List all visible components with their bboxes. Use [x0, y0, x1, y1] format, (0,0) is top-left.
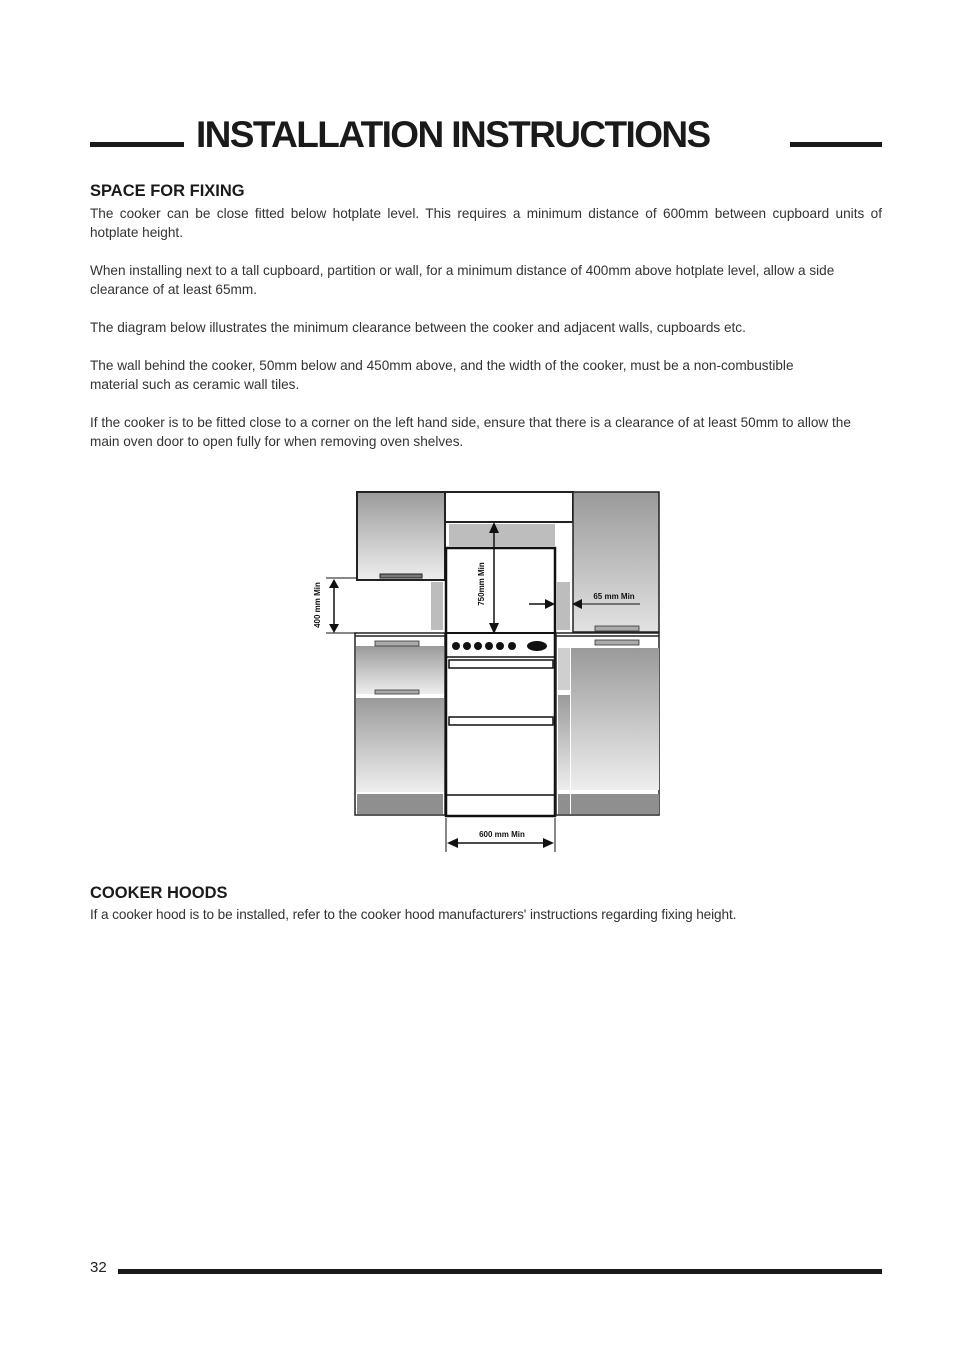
clearance-diagram [300, 480, 680, 860]
title-rule-left [90, 142, 184, 147]
left-base-unit [355, 633, 445, 815]
paragraph: If a cooker hood is to be installed, refer to the cooker hood manufacturers' instructions regarding fixing height. [90, 907, 737, 922]
left-wall-cupboard [357, 492, 445, 580]
right-tall-unit [556, 492, 659, 815]
label-750mm-min: 750mm Min [477, 562, 486, 606]
dimension-400mm [326, 578, 357, 633]
cooker [446, 548, 555, 816]
paragraph: The wall behind the cooker, 50mm below and 450mm above, and the width of the cooker, must be a non-combustible material such as ceramic wall tiles. [90, 358, 794, 392]
paragraph: If the cooker is to be fitted close to a corner on the left hand side, ensure that there is a clearance of at least 50mm to allow the main oven door to open fully for when removing oven shelves. [90, 415, 851, 449]
section-heading-space-for-fixing: SPACE FOR FIXING [90, 182, 245, 200]
label-65mm-min: 65 mm Min [593, 592, 635, 601]
label-600mm-min: 600 mm Min [479, 830, 525, 839]
left-tall-panel [431, 582, 443, 630]
paragraph: When installing next to a tall cupboard, partition or wall, for a minimum distance of 400mm above hotplate level, allow a side clearance of at least 65mm. [90, 263, 835, 297]
title-row [90, 112, 882, 160]
section-heading-cooker-hoods: COOKER HOODS [90, 884, 228, 902]
paragraph: The cooker can be close fitted below hotplate level. This requires a minimum distance of 600mm between cupboard units of hotplate height. [90, 206, 882, 240]
paragraph: The diagram below illustrates the minimum clearance between the cooker and adjacent walls, cupboards etc. [90, 320, 746, 335]
top-cupboard [445, 492, 573, 546]
page-number: 32 [90, 1259, 107, 1276]
footer-rule [118, 1269, 882, 1274]
title-rule-right [790, 142, 882, 147]
page-title: INSTALLATION INSTRUCTIONS [196, 114, 710, 155]
label-400mm-min: 400 mm Min [313, 582, 322, 628]
